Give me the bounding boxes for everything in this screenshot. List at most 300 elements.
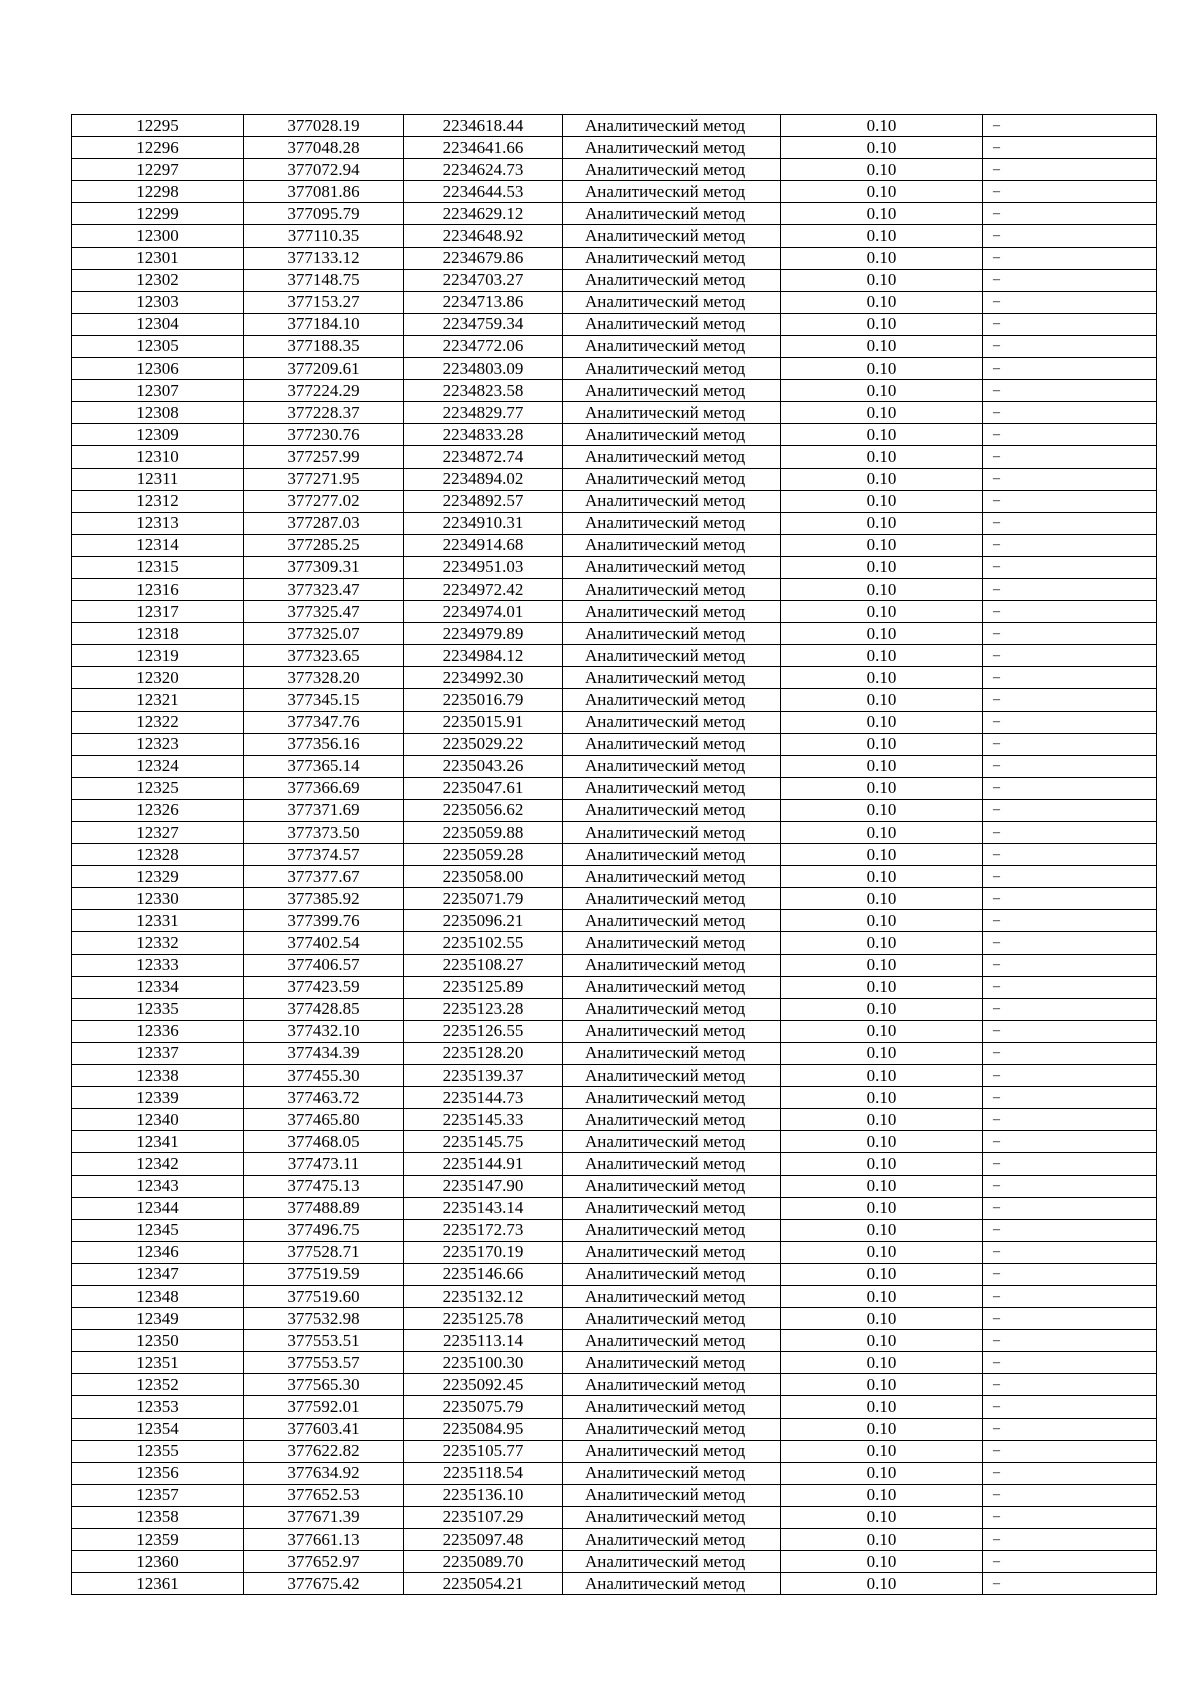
method-cell: Аналитический метод xyxy=(563,446,781,468)
table-row xyxy=(72,623,1157,645)
point-number-cell: 12322 xyxy=(72,711,244,733)
x-coordinate-cell: 377371.69 xyxy=(244,799,404,821)
point-number-cell: 12302 xyxy=(72,269,244,291)
y-coordinate-cell: 2235096.21 xyxy=(404,910,563,932)
table-row xyxy=(72,1396,1157,1418)
point-number-cell: 12327 xyxy=(72,822,244,844)
x-coordinate-cell: 377366.69 xyxy=(244,777,404,799)
table-row xyxy=(72,1087,1157,1109)
note-cell: – xyxy=(983,490,1157,512)
note-cell: – xyxy=(983,1418,1157,1440)
y-coordinate-cell: 2235125.89 xyxy=(404,976,563,998)
note-cell: – xyxy=(983,291,1157,313)
accuracy-cell: 0.10 xyxy=(781,181,983,203)
accuracy-cell: 0.10 xyxy=(781,1219,983,1241)
point-number-cell: 12358 xyxy=(72,1506,244,1528)
y-coordinate-cell: 2235029.22 xyxy=(404,733,563,755)
y-coordinate-cell: 2235075.79 xyxy=(404,1396,563,1418)
note-cell: – xyxy=(983,225,1157,247)
table-row xyxy=(72,1352,1157,1374)
note-cell: – xyxy=(983,446,1157,468)
point-number-cell: 12299 xyxy=(72,203,244,225)
note-cell: – xyxy=(983,954,1157,976)
x-coordinate-cell: 377209.61 xyxy=(244,358,404,380)
y-coordinate-cell: 2234629.12 xyxy=(404,203,563,225)
point-number-cell: 12321 xyxy=(72,689,244,711)
y-coordinate-cell: 2235016.79 xyxy=(404,689,563,711)
note-cell: – xyxy=(983,1484,1157,1506)
x-coordinate-cell: 377072.94 xyxy=(244,159,404,181)
accuracy-cell: 0.10 xyxy=(781,159,983,181)
y-coordinate-cell: 2234833.28 xyxy=(404,424,563,446)
point-number-cell: 12353 xyxy=(72,1396,244,1418)
y-coordinate-cell: 2235145.75 xyxy=(404,1131,563,1153)
accuracy-cell: 0.10 xyxy=(781,932,983,954)
point-number-cell: 12301 xyxy=(72,247,244,269)
point-number-cell: 12328 xyxy=(72,844,244,866)
accuracy-cell: 0.10 xyxy=(781,998,983,1020)
method-cell: Аналитический метод xyxy=(563,1197,781,1219)
y-coordinate-cell: 2234759.34 xyxy=(404,313,563,335)
x-coordinate-cell: 377095.79 xyxy=(244,203,404,225)
table-row xyxy=(72,645,1157,667)
x-coordinate-cell: 377622.82 xyxy=(244,1440,404,1462)
note-cell: – xyxy=(983,998,1157,1020)
point-number-cell: 12330 xyxy=(72,888,244,910)
point-number-cell: 12326 xyxy=(72,799,244,821)
table-row xyxy=(72,380,1157,402)
accuracy-cell: 0.10 xyxy=(781,755,983,777)
table-row xyxy=(72,1484,1157,1506)
table-row xyxy=(72,1308,1157,1330)
accuracy-cell: 0.10 xyxy=(781,1175,983,1197)
note-cell: – xyxy=(983,556,1157,578)
note-cell: – xyxy=(983,711,1157,733)
method-cell: Аналитический метод xyxy=(563,1175,781,1197)
method-cell: Аналитический метод xyxy=(563,976,781,998)
table-row xyxy=(72,490,1157,512)
table-row xyxy=(72,446,1157,468)
x-coordinate-cell: 377224.29 xyxy=(244,380,404,402)
note-cell: – xyxy=(983,866,1157,888)
point-number-cell: 12319 xyxy=(72,645,244,667)
accuracy-cell: 0.10 xyxy=(781,335,983,357)
point-number-cell: 12311 xyxy=(72,468,244,490)
accuracy-cell: 0.10 xyxy=(781,601,983,623)
method-cell: Аналитический метод xyxy=(563,203,781,225)
point-number-cell: 12323 xyxy=(72,733,244,755)
point-number-cell: 12333 xyxy=(72,954,244,976)
x-coordinate-cell: 377434.39 xyxy=(244,1042,404,1064)
x-coordinate-cell: 377465.80 xyxy=(244,1109,404,1131)
table-row xyxy=(72,1285,1157,1307)
table-row xyxy=(72,1065,1157,1087)
note-cell: – xyxy=(983,601,1157,623)
x-coordinate-cell: 377377.67 xyxy=(244,866,404,888)
accuracy-cell: 0.10 xyxy=(781,1042,983,1064)
y-coordinate-cell: 2234974.01 xyxy=(404,601,563,623)
note-cell: – xyxy=(983,313,1157,335)
method-cell: Аналитический метод xyxy=(563,799,781,821)
note-cell: – xyxy=(983,1506,1157,1528)
y-coordinate-cell: 2235172.73 xyxy=(404,1219,563,1241)
note-cell: – xyxy=(983,1219,1157,1241)
method-cell: Аналитический метод xyxy=(563,1529,781,1551)
table-row xyxy=(72,358,1157,380)
method-cell: Аналитический метод xyxy=(563,1418,781,1440)
x-coordinate-cell: 377325.47 xyxy=(244,601,404,623)
note-cell: – xyxy=(983,203,1157,225)
table-row xyxy=(72,844,1157,866)
method-cell: Аналитический метод xyxy=(563,115,781,137)
accuracy-cell: 0.10 xyxy=(781,490,983,512)
method-cell: Аналитический метод xyxy=(563,1263,781,1285)
x-coordinate-cell: 377081.86 xyxy=(244,181,404,203)
table-row xyxy=(72,866,1157,888)
point-number-cell: 12329 xyxy=(72,866,244,888)
point-number-cell: 12350 xyxy=(72,1330,244,1352)
method-cell: Аналитический метод xyxy=(563,910,781,932)
x-coordinate-cell: 377184.10 xyxy=(244,313,404,335)
point-number-cell: 12354 xyxy=(72,1418,244,1440)
point-number-cell: 12347 xyxy=(72,1263,244,1285)
table-row xyxy=(72,799,1157,821)
note-cell: – xyxy=(983,1087,1157,1109)
table-row xyxy=(72,1551,1157,1573)
method-cell: Аналитический метод xyxy=(563,1153,781,1175)
method-cell: Аналитический метод xyxy=(563,866,781,888)
x-coordinate-cell: 377634.92 xyxy=(244,1462,404,1484)
table-row xyxy=(72,402,1157,424)
accuracy-cell: 0.10 xyxy=(781,225,983,247)
accuracy-cell: 0.10 xyxy=(781,711,983,733)
note-cell: – xyxy=(983,1109,1157,1131)
point-number-cell: 12349 xyxy=(72,1308,244,1330)
point-number-cell: 12360 xyxy=(72,1551,244,1573)
table-row xyxy=(72,733,1157,755)
y-coordinate-cell: 2235058.00 xyxy=(404,866,563,888)
point-number-cell: 12361 xyxy=(72,1573,244,1595)
table-row xyxy=(72,578,1157,600)
method-cell: Аналитический метод xyxy=(563,1020,781,1042)
table-row xyxy=(72,1175,1157,1197)
table-row xyxy=(72,711,1157,733)
x-coordinate-cell: 377652.53 xyxy=(244,1484,404,1506)
method-cell: Аналитический метод xyxy=(563,225,781,247)
method-cell: Аналитический метод xyxy=(563,247,781,269)
method-cell: Аналитический метод xyxy=(563,1109,781,1131)
x-coordinate-cell: 377565.30 xyxy=(244,1374,404,1396)
table-row xyxy=(72,1440,1157,1462)
note-cell: – xyxy=(983,932,1157,954)
x-coordinate-cell: 377532.98 xyxy=(244,1308,404,1330)
table-row xyxy=(72,1573,1157,1595)
accuracy-cell: 0.10 xyxy=(781,954,983,976)
x-coordinate-cell: 377347.76 xyxy=(244,711,404,733)
table-row xyxy=(72,335,1157,357)
point-number-cell: 12324 xyxy=(72,755,244,777)
accuracy-cell: 0.10 xyxy=(781,291,983,313)
method-cell: Аналитический метод xyxy=(563,822,781,844)
note-cell: – xyxy=(983,1352,1157,1374)
x-coordinate-cell: 377110.35 xyxy=(244,225,404,247)
table-row xyxy=(72,247,1157,269)
note-cell: – xyxy=(983,1065,1157,1087)
accuracy-cell: 0.10 xyxy=(781,623,983,645)
note-cell: – xyxy=(983,799,1157,821)
y-coordinate-cell: 2235144.91 xyxy=(404,1153,563,1175)
table-row xyxy=(72,1042,1157,1064)
accuracy-cell: 0.10 xyxy=(781,1153,983,1175)
table-row xyxy=(72,667,1157,689)
point-number-cell: 12315 xyxy=(72,556,244,578)
table-row xyxy=(72,1462,1157,1484)
y-coordinate-cell: 2234984.12 xyxy=(404,645,563,667)
note-cell: – xyxy=(983,424,1157,446)
y-coordinate-cell: 2235043.26 xyxy=(404,755,563,777)
method-cell: Аналитический метод xyxy=(563,468,781,490)
point-number-cell: 12336 xyxy=(72,1020,244,1042)
note-cell: – xyxy=(983,1042,1157,1064)
method-cell: Аналитический метод xyxy=(563,1131,781,1153)
accuracy-cell: 0.10 xyxy=(781,402,983,424)
table-row xyxy=(72,1131,1157,1153)
accuracy-cell: 0.10 xyxy=(781,1131,983,1153)
y-coordinate-cell: 2235097.48 xyxy=(404,1529,563,1551)
point-number-cell: 12325 xyxy=(72,777,244,799)
x-coordinate-cell: 377473.11 xyxy=(244,1153,404,1175)
table-body xyxy=(72,115,1157,1595)
point-number-cell: 12306 xyxy=(72,358,244,380)
accuracy-cell: 0.10 xyxy=(781,910,983,932)
x-coordinate-cell: 377455.30 xyxy=(244,1065,404,1087)
y-coordinate-cell: 2235170.19 xyxy=(404,1241,563,1263)
y-coordinate-cell: 2235145.33 xyxy=(404,1109,563,1131)
accuracy-cell: 0.10 xyxy=(781,1440,983,1462)
accuracy-cell: 0.10 xyxy=(781,137,983,159)
table-row xyxy=(72,976,1157,998)
y-coordinate-cell: 2234892.57 xyxy=(404,490,563,512)
note-cell: – xyxy=(983,335,1157,357)
x-coordinate-cell: 377519.60 xyxy=(244,1285,404,1307)
method-cell: Аналитический метод xyxy=(563,1374,781,1396)
table-row xyxy=(72,822,1157,844)
y-coordinate-cell: 2235125.78 xyxy=(404,1308,563,1330)
accuracy-cell: 0.10 xyxy=(781,1506,983,1528)
accuracy-cell: 0.10 xyxy=(781,115,983,137)
x-coordinate-cell: 377406.57 xyxy=(244,954,404,976)
method-cell: Аналитический метод xyxy=(563,1551,781,1573)
accuracy-cell: 0.10 xyxy=(781,578,983,600)
point-number-cell: 12312 xyxy=(72,490,244,512)
point-number-cell: 12355 xyxy=(72,1440,244,1462)
accuracy-cell: 0.10 xyxy=(781,1330,983,1352)
point-number-cell: 12346 xyxy=(72,1241,244,1263)
note-cell: – xyxy=(983,1573,1157,1595)
x-coordinate-cell: 377373.50 xyxy=(244,822,404,844)
table-row xyxy=(72,1241,1157,1263)
y-coordinate-cell: 2235054.21 xyxy=(404,1573,563,1595)
table-row xyxy=(72,1153,1157,1175)
accuracy-cell: 0.10 xyxy=(781,822,983,844)
point-number-cell: 12317 xyxy=(72,601,244,623)
point-number-cell: 12343 xyxy=(72,1175,244,1197)
y-coordinate-cell: 2234829.77 xyxy=(404,402,563,424)
method-cell: Аналитический метод xyxy=(563,424,781,446)
y-coordinate-cell: 2234618.44 xyxy=(404,115,563,137)
method-cell: Аналитический метод xyxy=(563,844,781,866)
x-coordinate-cell: 377652.97 xyxy=(244,1551,404,1573)
note-cell: – xyxy=(983,910,1157,932)
accuracy-cell: 0.10 xyxy=(781,667,983,689)
method-cell: Аналитический метод xyxy=(563,181,781,203)
method-cell: Аналитический метод xyxy=(563,954,781,976)
note-cell: – xyxy=(983,1020,1157,1042)
point-number-cell: 12305 xyxy=(72,335,244,357)
x-coordinate-cell: 377553.57 xyxy=(244,1352,404,1374)
y-coordinate-cell: 2234823.58 xyxy=(404,380,563,402)
note-cell: – xyxy=(983,689,1157,711)
method-cell: Аналитический метод xyxy=(563,1241,781,1263)
point-number-cell: 12303 xyxy=(72,291,244,313)
x-coordinate-cell: 377228.37 xyxy=(244,402,404,424)
y-coordinate-cell: 2235118.54 xyxy=(404,1462,563,1484)
y-coordinate-cell: 2235143.14 xyxy=(404,1197,563,1219)
method-cell: Аналитический метод xyxy=(563,733,781,755)
method-cell: Аналитический метод xyxy=(563,402,781,424)
accuracy-cell: 0.10 xyxy=(781,358,983,380)
method-cell: Аналитический метод xyxy=(563,1396,781,1418)
x-coordinate-cell: 377603.41 xyxy=(244,1418,404,1440)
accuracy-cell: 0.10 xyxy=(781,380,983,402)
table-row xyxy=(72,954,1157,976)
y-coordinate-cell: 2235056.62 xyxy=(404,799,563,821)
method-cell: Аналитический метод xyxy=(563,689,781,711)
table-row xyxy=(72,159,1157,181)
y-coordinate-cell: 2234910.31 xyxy=(404,512,563,534)
x-coordinate-cell: 377528.71 xyxy=(244,1241,404,1263)
method-cell: Аналитический метод xyxy=(563,645,781,667)
method-cell: Аналитический метод xyxy=(563,1352,781,1374)
y-coordinate-cell: 2234713.86 xyxy=(404,291,563,313)
accuracy-cell: 0.10 xyxy=(781,1020,983,1042)
point-number-cell: 12309 xyxy=(72,424,244,446)
method-cell: Аналитический метод xyxy=(563,1219,781,1241)
accuracy-cell: 0.10 xyxy=(781,844,983,866)
method-cell: Аналитический метод xyxy=(563,1573,781,1595)
note-cell: – xyxy=(983,1551,1157,1573)
x-coordinate-cell: 377463.72 xyxy=(244,1087,404,1109)
note-cell: – xyxy=(983,578,1157,600)
table-row xyxy=(72,755,1157,777)
y-coordinate-cell: 2235144.73 xyxy=(404,1087,563,1109)
point-number-cell: 12300 xyxy=(72,225,244,247)
accuracy-cell: 0.10 xyxy=(781,799,983,821)
method-cell: Аналитический метод xyxy=(563,888,781,910)
note-cell: – xyxy=(983,1308,1157,1330)
table-row xyxy=(72,910,1157,932)
accuracy-cell: 0.10 xyxy=(781,888,983,910)
note-cell: – xyxy=(983,1175,1157,1197)
method-cell: Аналитический метод xyxy=(563,1440,781,1462)
accuracy-cell: 0.10 xyxy=(781,1551,983,1573)
point-number-cell: 12318 xyxy=(72,623,244,645)
note-cell: – xyxy=(983,137,1157,159)
x-coordinate-cell: 377475.13 xyxy=(244,1175,404,1197)
x-coordinate-cell: 377661.13 xyxy=(244,1529,404,1551)
table-row xyxy=(72,888,1157,910)
method-cell: Аналитический метод xyxy=(563,578,781,600)
point-number-cell: 12295 xyxy=(72,115,244,137)
x-coordinate-cell: 377496.75 xyxy=(244,1219,404,1241)
accuracy-cell: 0.10 xyxy=(781,1308,983,1330)
table-row xyxy=(72,291,1157,313)
accuracy-cell: 0.10 xyxy=(781,1241,983,1263)
y-coordinate-cell: 2235100.30 xyxy=(404,1352,563,1374)
note-cell: – xyxy=(983,468,1157,490)
table-row xyxy=(72,468,1157,490)
method-cell: Аналитический метод xyxy=(563,755,781,777)
method-cell: Аналитический метод xyxy=(563,711,781,733)
point-number-cell: 12341 xyxy=(72,1131,244,1153)
note-cell: – xyxy=(983,755,1157,777)
note-cell: – xyxy=(983,1440,1157,1462)
method-cell: Аналитический метод xyxy=(563,291,781,313)
y-coordinate-cell: 2235147.90 xyxy=(404,1175,563,1197)
accuracy-cell: 0.10 xyxy=(781,556,983,578)
method-cell: Аналитический метод xyxy=(563,1462,781,1484)
note-cell: – xyxy=(983,1197,1157,1219)
table-row xyxy=(72,115,1157,137)
method-cell: Аналитический метод xyxy=(563,313,781,335)
x-coordinate-cell: 377048.28 xyxy=(244,137,404,159)
method-cell: Аналитический метод xyxy=(563,1065,781,1087)
table-row xyxy=(72,1197,1157,1219)
point-number-cell: 12320 xyxy=(72,667,244,689)
x-coordinate-cell: 377133.12 xyxy=(244,247,404,269)
x-coordinate-cell: 377271.95 xyxy=(244,468,404,490)
accuracy-cell: 0.10 xyxy=(781,1573,983,1595)
accuracy-cell: 0.10 xyxy=(781,1462,983,1484)
point-number-cell: 12314 xyxy=(72,534,244,556)
table-row xyxy=(72,1529,1157,1551)
x-coordinate-cell: 377028.19 xyxy=(244,115,404,137)
y-coordinate-cell: 2235126.55 xyxy=(404,1020,563,1042)
note-cell: – xyxy=(983,645,1157,667)
point-number-cell: 12340 xyxy=(72,1109,244,1131)
y-coordinate-cell: 2235071.79 xyxy=(404,888,563,910)
table-row xyxy=(72,1374,1157,1396)
table-row xyxy=(72,998,1157,1020)
note-cell: – xyxy=(983,976,1157,998)
y-coordinate-cell: 2235047.61 xyxy=(404,777,563,799)
x-coordinate-cell: 377399.76 xyxy=(244,910,404,932)
point-number-cell: 12316 xyxy=(72,578,244,600)
method-cell: Аналитический метод xyxy=(563,1484,781,1506)
x-coordinate-cell: 377277.02 xyxy=(244,490,404,512)
point-number-cell: 12296 xyxy=(72,137,244,159)
note-cell: – xyxy=(983,115,1157,137)
accuracy-cell: 0.10 xyxy=(781,446,983,468)
accuracy-cell: 0.10 xyxy=(781,645,983,667)
accuracy-cell: 0.10 xyxy=(781,689,983,711)
accuracy-cell: 0.10 xyxy=(781,468,983,490)
accuracy-cell: 0.10 xyxy=(781,733,983,755)
method-cell: Аналитический метод xyxy=(563,667,781,689)
accuracy-cell: 0.10 xyxy=(781,1352,983,1374)
table-row xyxy=(72,203,1157,225)
table-row xyxy=(72,534,1157,556)
